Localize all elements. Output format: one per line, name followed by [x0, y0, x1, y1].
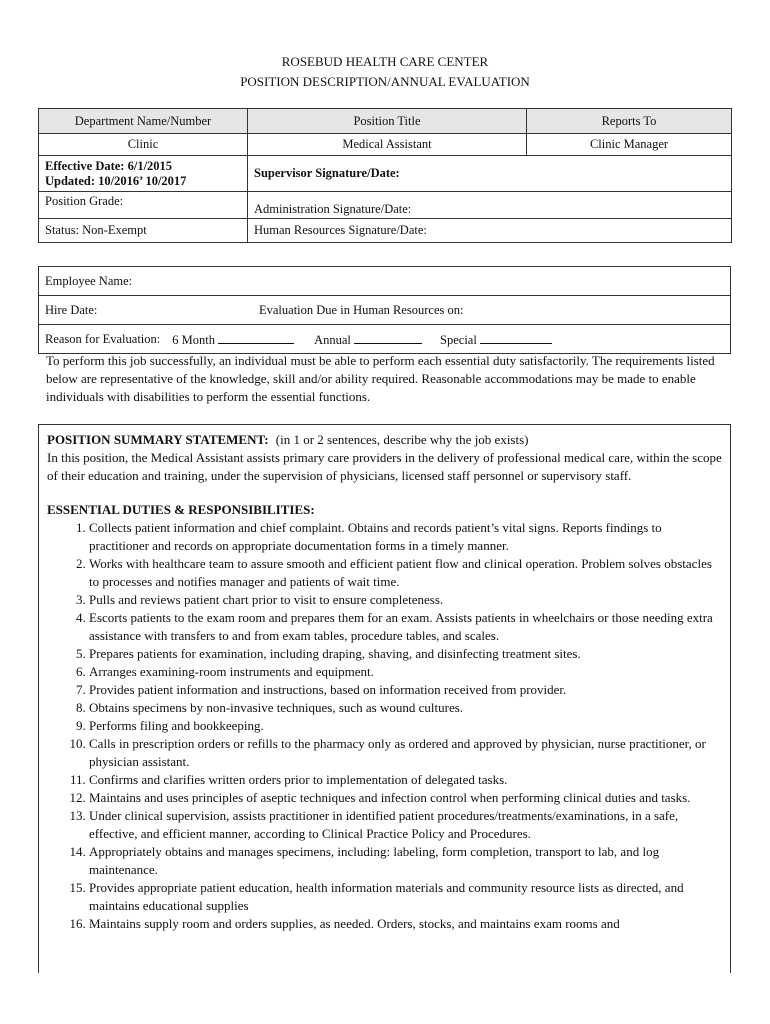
option-6-month-label: 6 Month — [172, 333, 215, 347]
option-special-label: Special — [440, 333, 477, 347]
duties-list — [47, 519, 722, 933]
duty-item: 10. Calls in prescription orders or refills to the pharmacy only as ordered and approved by physician, nurse practitioner, or physician assistant. — [89, 735, 722, 771]
option-6-month[interactable] — [172, 330, 294, 348]
option-annual-label: Annual — [314, 333, 351, 347]
option-special[interactable] — [440, 330, 552, 348]
duty-item: 15. Provides appropriate patient education, health information materials and community resource lists as directed, and maintains educational supplies — [89, 879, 722, 915]
hr-signature-field[interactable]: Human Resources Signature/Date: — [248, 219, 732, 243]
duty-item: 3. Pulls and reviews patient chart prior to visit to ensure completeness. — [89, 591, 722, 609]
summary-heading: POSITION SUMMARY STATEMENT: — [47, 432, 269, 447]
document-title: POSITION DESCRIPTION/ANNUAL EVALUATION — [240, 74, 530, 89]
employee-info-box — [38, 266, 731, 354]
document-header — [0, 52, 770, 92]
employee-name-label: Employee Name: — [45, 273, 133, 288]
duty-item: 9. Performs filing and bookkeeping. — [89, 717, 722, 735]
duty-item: 2. Works with healthcare team to assure smooth and efficient patient flow and clinical operation. Problem solves obstacles to processes and notifies manager and patients of wait time. — [89, 555, 722, 591]
option-special-blank[interactable] — [480, 330, 552, 344]
org-name: ROSEBUD HEALTH CARE CENTER — [281, 54, 489, 69]
duty-item: 12. Maintains and uses principles of aseptic techniques and infection control when performing clinical duties and tasks. — [89, 789, 722, 807]
duty-item: 4. Escorts patients to the exam room and prepares them for an exam. Assists patients in wheelchairs or those needing extra assistance with transfers to and from exam tables, procedure tables, and scales. — [89, 609, 722, 645]
effective-date: Effective Date: 6/1/2015 — [45, 158, 173, 173]
option-6-month-blank[interactable] — [218, 330, 294, 344]
col-header-reports-to: Reports To — [527, 109, 732, 134]
duty-item: 13. Under clinical supervision, assists practitioner in identified patient procedures/treatments/examinations, in a safe, effective, and efficient manner, according to Clinical Practice Policy and Procedures. — [89, 807, 722, 843]
hire-date-field[interactable]: Hire Date: — [45, 302, 98, 317]
duty-item: 1. Collects patient information and chief complaint. Obtains and records patient’s vital signs. Reports findings to practitioner and records on appropriate documentation forms in a timely manner. — [89, 519, 722, 555]
position-grade-field[interactable]: Position Grade: — [39, 192, 248, 219]
intro-paragraph: To perform this job successfully, an individual must be able to perform each essential duty satisfactorily. The requirements listed below are representative of the knowledge, skill and/or ability required. Reasonable accommodations may be made to enable individuals with disabilities to perform the essential functions. — [46, 353, 715, 404]
reports-to-value: Clinic Manager — [527, 134, 732, 156]
summary-heading-note: (in 1 or 2 sentences, describe why the job exists) — [275, 432, 529, 447]
reason-row — [39, 325, 730, 353]
department-value: Clinic — [39, 134, 248, 156]
admin-signature-field[interactable]: Administration Signature/Date: — [248, 192, 732, 219]
summary-text: In this position, the Medical Assistant assists primary care providers in the delivery of professional medical care, within the scope of their education and training, under the supervision of physicians, licensed staff personnel or supervisory staff. — [47, 450, 722, 483]
supervisor-signature-field[interactable]: Supervisor Signature/Date: — [248, 156, 732, 192]
summary-box — [38, 424, 731, 973]
col-header-position-title: Position Title — [248, 109, 527, 134]
hire-date-row — [39, 296, 730, 325]
option-annual[interactable] — [314, 330, 422, 348]
duty-item: 16. Maintains supply room and orders supplies, as needed. Orders, stocks, and maintains exam rooms and — [89, 915, 722, 933]
position-title-value: Medical Assistant — [248, 134, 527, 156]
eval-due-field[interactable]: Evaluation Due in Human Resources on: — [259, 302, 464, 317]
position-info-table — [38, 108, 732, 243]
reason-label: Reason for Evaluation: — [45, 331, 161, 346]
duty-item: 6. Arranges examining-room instruments and equipment. — [89, 663, 722, 681]
updated-date: Updated: 10/2016’ 10/2017 — [45, 173, 187, 188]
duty-item: 7. Provides patient information and instructions, based on information received from provider. — [89, 681, 722, 699]
duty-item: 11. Confirms and clarifies written orders prior to implementation of delegated tasks. — [89, 771, 722, 789]
employee-name-field[interactable] — [39, 267, 730, 296]
duty-item: 5. Prepares patients for examination, including draping, shaving, and disinfecting treatment sites. — [89, 645, 722, 663]
duties-heading: ESSENTIAL DUTIES & RESPONSIBILITIES: — [47, 502, 315, 517]
duty-item: 8. Obtains specimens by non-invasive techniques, such as wound cultures. — [89, 699, 722, 717]
summary-heading-line — [47, 431, 722, 449]
duty-item: 14. Appropriately obtains and manages specimens, including: labeling, form completion, transport to lab, and log maintenance. — [89, 843, 722, 879]
dates-cell — [39, 156, 248, 192]
col-header-department: Department Name/Number — [39, 109, 248, 134]
option-annual-blank[interactable] — [354, 330, 422, 344]
status-field: Status: Non-Exempt — [39, 219, 248, 243]
